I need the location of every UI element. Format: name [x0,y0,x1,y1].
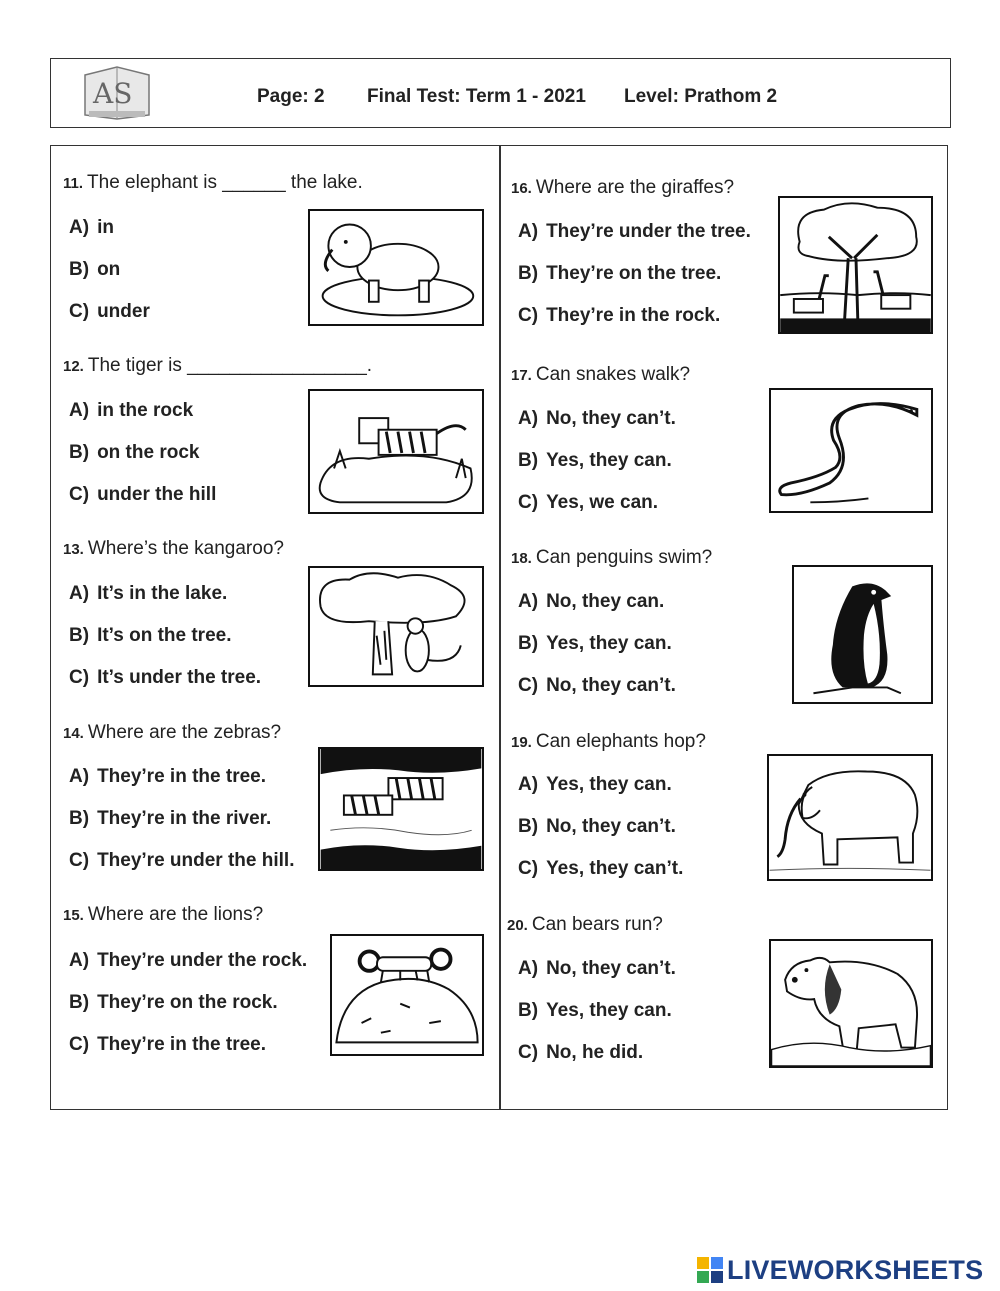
question-14: 14. Where are the zebras? [63,722,282,743]
option-18c[interactable]: C) No, they can’t. [518,675,676,696]
option-14c[interactable]: C) They’re under the hill. [69,850,295,871]
option-15c[interactable]: C) They’re in the tree. [69,1034,267,1055]
option-12b[interactable]: B) on the rock [69,442,200,463]
option-17b[interactable]: B) Yes, they can. [518,450,672,471]
question-15: 15. Where are the lions? [63,904,264,925]
header-box [50,58,951,128]
option-16b[interactable]: B) They’re on the tree. [518,263,722,284]
question-18: 18. Can penguins swim? [511,547,713,568]
kangaroo-under-tree-icon [308,566,484,687]
option-11c[interactable]: C) under [69,301,150,322]
zebras-in-river-icon [318,747,484,871]
question-16: 16. Where are the giraffes? [511,177,735,198]
logo-letters: AS [93,77,133,110]
option-11b[interactable]: B) on [69,259,121,280]
level-label: Level: Prathom 2 [624,86,778,107]
elephant-icon [767,754,933,881]
option-15b[interactable]: B) They’re on the rock. [69,992,278,1013]
option-18b[interactable]: B) Yes, they can. [518,633,672,654]
liveworksheets-brand[interactable] [697,1254,983,1286]
bear-icon [769,939,933,1068]
option-13c[interactable]: C) It’s under the tree. [69,667,262,688]
test-title: Final Test: Term 1 - 2021 [367,86,586,107]
option-14a[interactable]: A) They’re in the tree. [69,766,267,787]
question-13: 13. Where’s the kangaroo? [63,538,284,559]
option-13a[interactable]: A) It’s in the lake. [69,583,228,604]
option-17c[interactable]: C) Yes, we can. [518,492,659,513]
option-12c[interactable]: C) under the hill [69,484,217,505]
questions-box [50,145,948,1110]
option-13b[interactable]: B) It’s on the tree. [69,625,232,646]
question-11: 11. The elephant is ______ the lake. [63,172,363,193]
option-14b[interactable]: B) They’re in the river. [69,808,272,829]
option-19c[interactable]: C) Yes, they can’t. [518,858,684,879]
liveworksheets-logo-icon [697,1257,723,1283]
elephant-on-lake-icon [308,209,484,326]
penguin-icon [792,565,933,704]
option-15a[interactable]: A) They’re under the rock. [69,950,308,971]
option-19b[interactable]: B) No, they can’t. [518,816,676,837]
column-divider [499,146,501,1109]
school-logo-icon [81,65,153,121]
giraffes-under-tree-icon [778,196,933,334]
option-20a[interactable]: A) No, they can’t. [518,958,676,979]
option-18a[interactable]: A) No, they can. [518,591,665,612]
question-17: 17. Can snakes walk? [511,364,691,385]
question-19: 19. Can elephants hop? [511,731,706,752]
option-16a[interactable]: A) They’re under the tree. [518,221,751,242]
option-16c[interactable]: C) They’re in the rock. [518,305,721,326]
snake-icon [769,388,933,513]
option-11a[interactable]: A) in [69,217,114,238]
page-number: Page: 2 [257,86,325,107]
lions-on-rock-icon [330,934,484,1056]
option-17a[interactable]: A) No, they can’t. [518,408,676,429]
question-12: 12. The tiger is _________________. [63,355,373,376]
tiger-on-rock-icon [308,389,484,514]
option-19a[interactable]: A) Yes, they can. [518,774,672,795]
option-12a[interactable]: A) in the rock [69,400,194,421]
option-20c[interactable]: C) No, he did. [518,1042,644,1063]
question-20: 20. Can bears run? [507,914,663,935]
option-20b[interactable]: B) Yes, they can. [518,1000,672,1021]
brand-name: LIVEWORKSHEETS [727,1254,984,1285]
